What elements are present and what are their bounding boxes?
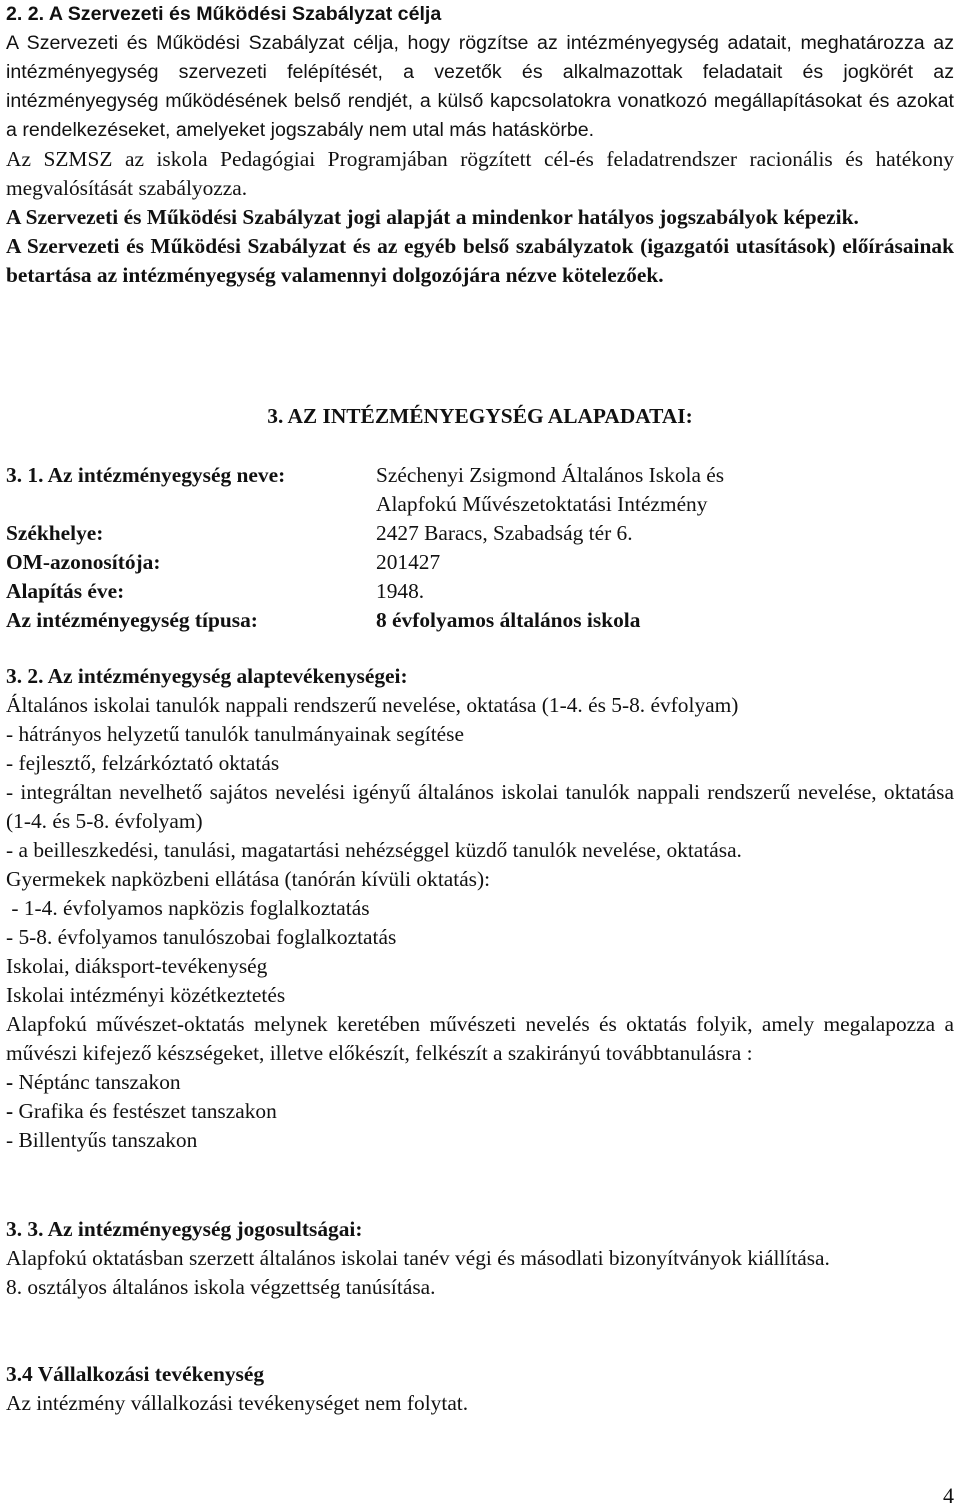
seat-label: Székhelye: bbox=[6, 521, 104, 545]
list-line: Iskolai intézményi közétkeztetés bbox=[6, 983, 286, 1007]
section-2-2-serif bbox=[6, 145, 954, 290]
list-line: - 1-4. évfolyamos napközis foglalkoztatás bbox=[6, 896, 370, 920]
list-line bbox=[6, 1068, 954, 1097]
paragraph: Az intézmény vállalkozási tevékenységet nem folytat. bbox=[6, 1391, 469, 1415]
name-value-line2: Alapfokú Művészetoktatási Intézmény bbox=[376, 492, 708, 516]
paragraph-bold: A Szervezeti és Működési Szabályzat és az egyéb belső szabályzatok (igazgatói utasítások) előírásainak betartása az intézményegység valamennyi dolgozójára nézve kötelezőek. bbox=[6, 234, 954, 287]
name-row bbox=[6, 461, 954, 490]
om-row bbox=[6, 548, 954, 577]
page-number: 4 bbox=[943, 1483, 954, 1508]
section-heading: 2. 2. A Szervezeti és Működési Szabályzat célja bbox=[6, 3, 442, 25]
section-3-2 bbox=[6, 662, 954, 1155]
list-line: - Billentyűs tanszakon bbox=[6, 1128, 198, 1152]
list-line bbox=[6, 1097, 954, 1126]
type-row bbox=[6, 606, 954, 635]
founded-value: 1948. bbox=[376, 579, 425, 603]
dept-label: Grafika és festészet tanszakon bbox=[13, 1099, 277, 1123]
dash: - bbox=[6, 1099, 14, 1123]
section-2-2 bbox=[6, 0, 954, 145]
founded-row bbox=[6, 577, 954, 606]
paragraph: A Szervezeti és Működési Szabályzat célja, hogy rögzítse az intézményegység adatait, meghatározza az intézményegység szervezeti felépítését, a vezetők és alkalmazottak feladatait és jogkörét az intézményegység működésének belső rendjét, a külső kapcsolatokra vonatkozó megállapításokat és azokat a rendelkezéseket, amelyeket jogszabály nem utal más hatáskörbe. bbox=[6, 32, 954, 141]
om-value: 201427 bbox=[376, 550, 441, 574]
list-line: Gyermekek napközbeni ellátása (tanórán kívüli oktatás): bbox=[6, 867, 491, 891]
name-value-line1: Széchenyi Zsigmond Általános Iskola és bbox=[376, 463, 725, 487]
section-3-4 bbox=[6, 1360, 954, 1418]
om-label: OM-azonosítója: bbox=[6, 550, 161, 574]
basic-data bbox=[6, 461, 954, 635]
section-heading: 3. 3. Az intézményegység jogosultságai: bbox=[6, 1217, 363, 1241]
list-line: Iskolai, diáksport-tevékenység bbox=[6, 954, 268, 978]
list-line: - 5-8. évfolyamos tanulószobai foglalkoztatás bbox=[6, 925, 397, 949]
section-heading: 3. 2. Az intézményegység alaptevékenységei: bbox=[6, 664, 408, 688]
list-line: - hátrányos helyzetű tanulók tanulmányainak segítése bbox=[6, 722, 464, 746]
dash: - bbox=[6, 1070, 14, 1094]
name-label: 3. 1. Az intézményegység neve: bbox=[6, 463, 286, 487]
type-label: Az intézményegység típusa: bbox=[6, 608, 258, 632]
section-heading: 3.4 Vállalkozási tevékenység bbox=[6, 1362, 265, 1386]
paragraph: 8. osztályos általános iskola végzettség tanúsítása. bbox=[6, 1275, 436, 1299]
paragraph: Alapfokú művészet-oktatás melynek keretében művészeti nevelés és oktatás folyik, amely megalapozza a művészi kifejező készségeket, illetve előkészít, felkészít a szakirányú továbbtanulásra : bbox=[6, 1012, 954, 1065]
list-line: Általános iskolai tanulók nappali rendszerű nevelése, oktatása (1-4. és 5-8. évfolyam) bbox=[6, 693, 739, 717]
name-row-2 bbox=[6, 490, 954, 519]
section-3-heading: 3. AZ INTÉZMÉNYEGYSÉG ALAPADATAI: bbox=[267, 404, 693, 428]
founded-label: Alapítás éve: bbox=[6, 579, 125, 603]
paragraph-bold: A Szervezeti és Működési Szabályzat jogi alapját a mindenkor hatályos jogszabályok képezik. bbox=[6, 205, 859, 229]
section-3-3 bbox=[6, 1215, 954, 1302]
list-line: - integráltan nevelhető sajátos nevelési igényű általános iskolai tanulók nappali rendszerű nevelése, oktatása (1-4. és 5-8. évfolyam) bbox=[6, 780, 954, 833]
seat-value: 2427 Baracs, Szabadság tér 6. bbox=[376, 521, 633, 545]
type-value: 8 évfolyamos általános iskola bbox=[376, 608, 641, 632]
paragraph: Az SZMSZ az iskola Pedagógiai Programjában rögzített cél-és feladatrendszer racionális és hatékony megvalósítását szabályozza. bbox=[6, 147, 954, 200]
list-line: - a beilleszkedési, tanulási, magatartási nehézséggel küzdő tanulók nevelése, oktatása. bbox=[6, 838, 742, 862]
paragraph: Alapfokú oktatásban szerzett általános iskolai tanév végi és másodlati bizonyítványok kiállítása. bbox=[6, 1246, 830, 1270]
list-line: - fejlesztő, felzárkóztató oktatás bbox=[6, 751, 280, 775]
dept-label: Néptánc tanszakon bbox=[13, 1070, 181, 1094]
seat-row bbox=[6, 519, 954, 548]
